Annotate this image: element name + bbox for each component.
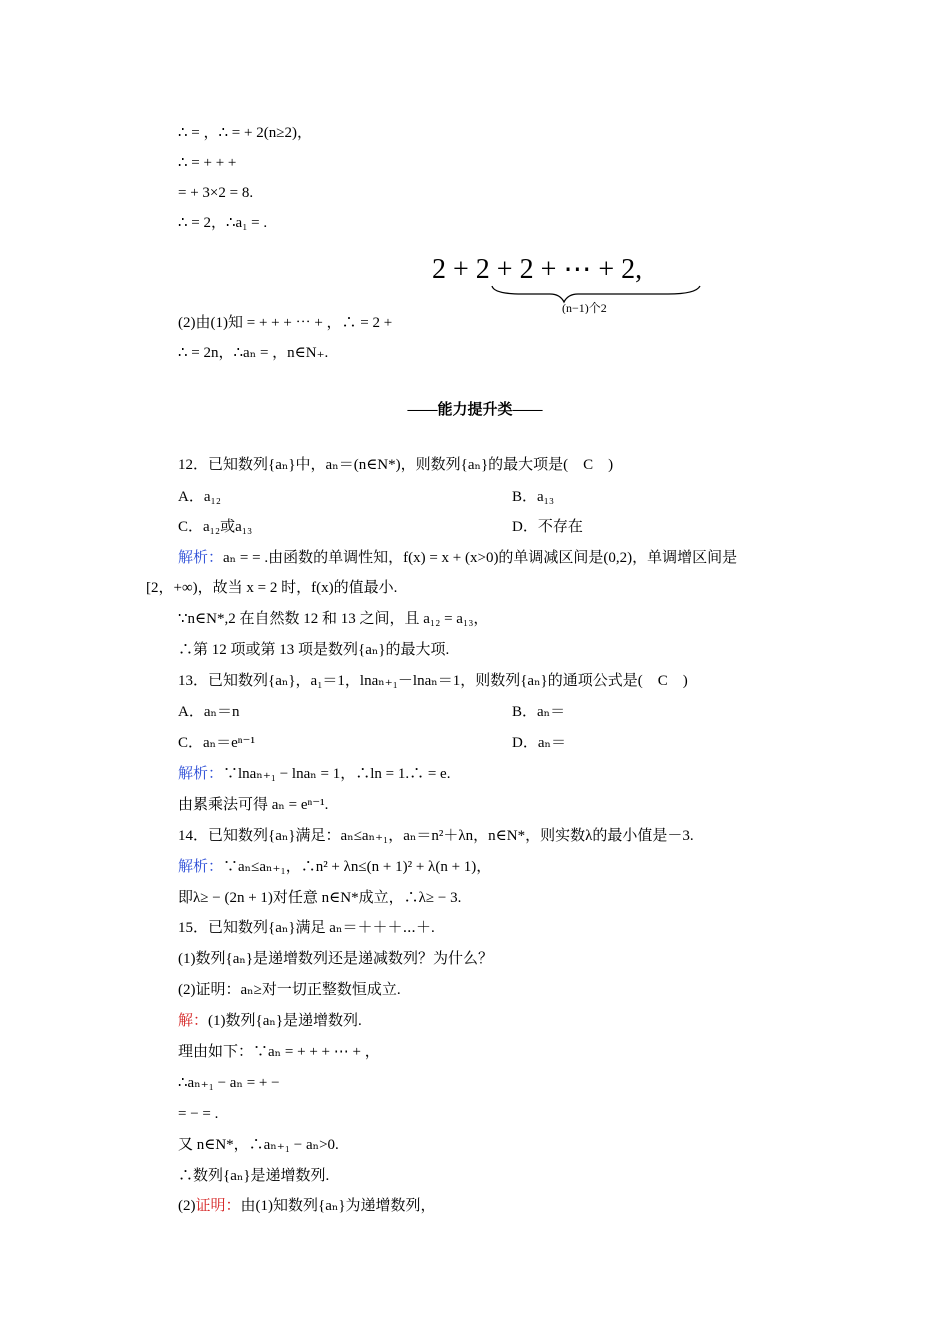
q12-solution-line-3: ∵n∈N*,2 在自然数 12 和 13 之间，且 a₁₂ = a₁₃， [178,611,489,627]
brace-expression-figure [432,252,732,319]
jiexi-label: 解析： [178,550,224,566]
q13-solution-line-2: 由累乘法可得 aₙ = eⁿ⁻¹. [178,797,329,813]
brace-label: (n−1)个2 [562,301,607,314]
q12-solution-line-4: ∴第 12 项或第 13 项是数列{aₙ}的最大项. [178,642,450,658]
solution-line-3: = + 3×2 = 8. [178,185,254,201]
q12-option-d: D．不存在 [512,519,583,535]
q15-solution-line-1 [178,1011,362,1031]
q13-option-b: B．aₙ＝ [512,704,566,720]
solution-line-6: ∴ = 2n，∴aₙ = ，n∈N₊. [178,345,329,361]
q15-solution-line-4: = − = . [178,1106,219,1122]
brace-icon [492,286,700,302]
q15-solution-line-7: (2)证明：由(1)知数列{aₙ}为递增数列， [178,1198,436,1214]
jie-label: 解： [178,1013,209,1029]
q13-option-d: D．aₙ＝ [512,735,566,751]
q15-solution-line-5: 又 n∈N*，∴aₙ₊₁ − aₙ>0. [178,1137,339,1153]
q15-part-1: (1)数列{aₙ}是递增数列还是递减数列？为什么？ [178,951,494,967]
jiexi-label: 解析： [178,859,224,875]
q14-solution-line-1 [178,857,491,877]
brace-expression: 2 + 2 + 2 + ⋯ + 2, [432,254,643,285]
q15-solution-line-3: ∴aₙ₊₁ − aₙ = + − [178,1075,280,1091]
question-14: 14．已知数列{aₙ}满足：aₙ≤aₙ₊₁，aₙ＝n²＋λn，n∈N*，则实数λ的最小值是－3. [178,828,694,844]
q15-solution-text-7: 由(1)知数列{aₙ}为递增数列， [240,1198,436,1214]
q13-option-a: A．aₙ＝n [178,704,240,720]
solution-line-1: ∴ = ，∴ = + 2(n≥2)， [178,125,312,141]
q12-option-c: C．a₁₂或a₁₃ [178,519,253,535]
q15-solution-line-6: ∴数列{aₙ}是递增数列. [178,1168,330,1184]
solution-line-4: ∴ = 2，∴a₁ = . [178,215,268,231]
q13-solution-line-1 [178,764,450,784]
q13-option-c: C．aₙ＝eⁿ⁻¹ [178,735,255,751]
q14-solution-text-1: ∵aₙ≤aₙ₊₁，∴n² + λn≤(n + 1)² + λ(n + 1)， [223,859,492,875]
q12-option-b: B．a₁₃ [512,489,555,505]
section-heading: ——能力提升类—— [407,402,543,418]
question-13: 13．已知数列{aₙ}，a₁＝1，lnaₙ₊₁－lnaₙ＝1，则数列{aₙ}的通项公式是( C ) [178,673,688,689]
question-15: 15．已知数列{aₙ}满足 aₙ＝＋＋＋⋯＋. [178,920,435,936]
q13-solution-text-1: ∵lnaₙ₊₁ − lnaₙ = 1，∴ln = 1.∴ = e. [223,766,451,782]
q15-part-2: (2)证明：aₙ≥对一切正整数恒成立. [178,982,401,998]
q14-solution-line-2: 即λ≥ − (2n + 1)对任意 n∈N*成立，∴λ≥ − 3. [178,890,462,906]
question-12: 12．已知数列{aₙ}中，aₙ＝(n∈N*)，则数列{aₙ}的最大项是( C ) [178,457,614,473]
solution-line-2: ∴ = + + + [178,155,237,171]
q15-solution-line-2: 理由如下：∵aₙ = + + + ⋯ + ， [178,1044,380,1060]
q15-solution-text-1: (1)数列{aₙ}是递增数列. [208,1013,362,1029]
solution-line-5: (2)由(1)知 = + + + ⋯ + ，∴ = 2 + [178,315,393,331]
q12-solution-line-1 [178,548,737,568]
zhengming-label: 证明： [195,1198,241,1214]
q12-solution-text-1: aₙ = = .由函数的单调性知，f(x) = x + (x>0)的单调减区间是(0,2)，单调增区间是 [223,550,738,566]
q12-solution-line-2: [2，+∞)，故当 x = 2 时，f(x)的值最小. [146,580,398,596]
jiexi-label: 解析： [178,766,224,782]
q12-option-a: A．a₁₂ [178,489,221,505]
